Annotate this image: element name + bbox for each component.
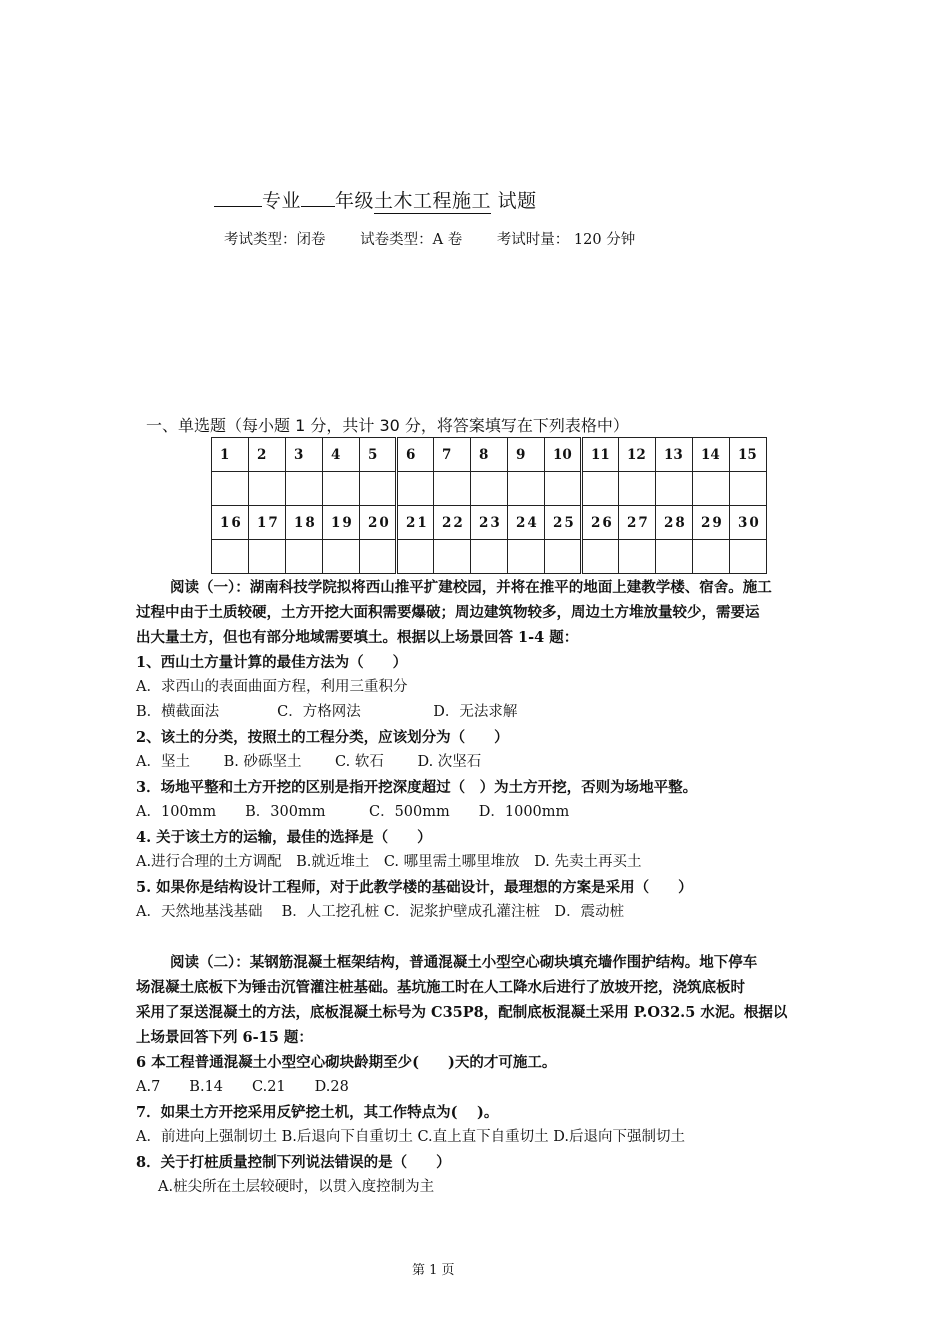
question-stem: 2、该土的分类，按照土的工程分类，应该划分为（ ） — [136, 729, 509, 746]
question-stem: 4. 关于该土方的运输，最佳的选择是（ ） — [136, 829, 432, 846]
reading-paragraph: 出大量土方，但也有部分地域需要填土。根据以上场景回答 1-4 题： — [136, 629, 579, 646]
answer-cell[interactable] — [212, 540, 249, 574]
question-number: 16 — [212, 506, 249, 540]
reading-paragraph: 过程中由于土质较硬，土方开挖大面积需要爆破；周边建筑物较多，周边土方堆放量较少，需要运 — [136, 604, 760, 621]
question-option: A.进行合理的土方调配 B.就近堆土 C. 哪里需土哪里堆放 D. 先卖土再买土 — [136, 854, 642, 870]
exam-duration: 考试时量： 120 分钟 — [496, 232, 636, 248]
answer-cell[interactable] — [471, 472, 508, 506]
question-number: 26 — [582, 506, 619, 540]
answer-cell[interactable] — [249, 540, 286, 574]
answer-blank-row — [212, 540, 767, 574]
question-number: 11 — [582, 438, 619, 472]
question-option: A．天然地基浅基础 B．人工挖孔桩 C．泥浆护壁成孔灌注桩 D．震动桩 — [136, 904, 625, 920]
question-number: 19 — [323, 506, 360, 540]
question-number: 21 — [397, 506, 434, 540]
answer-cell[interactable] — [508, 540, 545, 574]
answer-cell[interactable] — [434, 540, 471, 574]
question-option: A．坚土 B. 砂砾坚土 C. 软石 D. 次坚石 — [136, 754, 482, 770]
question-number: 12 — [619, 438, 656, 472]
question-number: 4 — [323, 438, 360, 472]
answer-cell[interactable] — [545, 472, 582, 506]
grade-blank — [301, 190, 335, 207]
question-number: 17 — [249, 506, 286, 540]
answer-table — [211, 437, 767, 574]
answer-cell[interactable] — [619, 472, 656, 506]
question-option: B．横截面法 C．方格网法 D．无法求解 — [136, 704, 518, 720]
question-number: 25 — [545, 506, 582, 540]
answer-cell[interactable] — [286, 472, 323, 506]
answer-cell[interactable] — [397, 472, 434, 506]
question-number: 30 — [730, 506, 767, 540]
exam-title — [214, 186, 537, 213]
exam-type: 考试类型：闭卷 — [224, 232, 326, 248]
answer-cell[interactable] — [730, 472, 767, 506]
question-stem: 6 本工程普通混凝土小型空心砌块龄期至少( )天的才可施工。 — [136, 1054, 557, 1071]
question-stem: 3．场地平整和土方开挖的区别是指开挖深度超过（ ）为土方开挖，否则为场地平整。 — [136, 779, 698, 796]
question-number: 6 — [397, 438, 434, 472]
answer-cell[interactable] — [397, 540, 434, 574]
answer-blank-row — [212, 472, 767, 506]
paper-type: 试卷类型：A 卷 — [360, 232, 463, 248]
question-number: 5 — [360, 438, 397, 472]
answer-cell[interactable] — [545, 540, 582, 574]
question-number: 15 — [730, 438, 767, 472]
answer-cell[interactable] — [582, 472, 619, 506]
question-stem: 7．如果土方开挖采用反铲挖土机，其工作特点为( )。 — [136, 1104, 499, 1121]
answer-cell[interactable] — [323, 472, 360, 506]
question-number: 10 — [545, 438, 582, 472]
reading-paragraph: 场混凝土底板下为锤击沉管灌注桩基础。基坑施工时在人工降水后进行了放坡开挖，浇筑底板时 — [136, 979, 745, 996]
question-number: 27 — [619, 506, 656, 540]
question-block-2 — [136, 950, 836, 1200]
answer-cell[interactable] — [656, 540, 693, 574]
answer-cell[interactable] — [212, 472, 249, 506]
question-number: 3 — [286, 438, 323, 472]
answer-cell[interactable] — [360, 540, 397, 574]
question-number: 14 — [693, 438, 730, 472]
answer-cell[interactable] — [286, 540, 323, 574]
question-stem: 8．关于打桩质量控制下列说法错误的是（ ） — [136, 1154, 451, 1171]
question-number: 23 — [471, 506, 508, 540]
question-number: 9 — [508, 438, 545, 472]
question-option: A．100mm B．300mm C．500mm D．1000mm — [136, 804, 570, 820]
reading-paragraph: 上场景回答下列 6-15 题： — [136, 1029, 313, 1046]
question-option: A．求西山的表面曲面方程，利用三重积分 — [136, 679, 408, 695]
answer-cell[interactable] — [730, 540, 767, 574]
reading-paragraph: 采用了泵送混凝土的方法，底板混凝土标号为 C35P8，配制底板混凝土采用 P.O32.5 水泥。根据以 — [136, 1004, 788, 1021]
major-label: 专业 — [262, 190, 302, 212]
question-option: A．前进向上强制切土 B.后退向下自重切土 C.直上直下自重切土 D.后退向下强制切土 — [136, 1129, 685, 1145]
answer-cell[interactable] — [434, 472, 471, 506]
page-number: 第 1 页 — [412, 1263, 455, 1278]
answer-cell[interactable] — [471, 540, 508, 574]
question-number: 22 — [434, 506, 471, 540]
question-number: 24 — [508, 506, 545, 540]
answer-cell[interactable] — [323, 540, 360, 574]
question-number: 8 — [471, 438, 508, 472]
major-blank — [214, 190, 262, 207]
answer-cell[interactable] — [693, 472, 730, 506]
answer-cell[interactable] — [249, 472, 286, 506]
question-block-1 — [136, 575, 836, 925]
answer-cell[interactable] — [582, 540, 619, 574]
reading-paragraph: 阅读（一）：湖南科技学院拟将西山推平扩建校园，并将在推平的地面上建教学楼、宿舍。施工 — [170, 579, 772, 596]
question-number: 7 — [434, 438, 471, 472]
section-heading: 一、单选题（每小题 1 分，共计 30 分，将答案填写在下列表格中） — [146, 416, 629, 435]
answer-header-row — [212, 506, 767, 540]
question-number: 28 — [656, 506, 693, 540]
answer-cell[interactable] — [693, 540, 730, 574]
answer-cell[interactable] — [619, 540, 656, 574]
question-number: 2 — [249, 438, 286, 472]
question-stem: 1、西山土方量计算的最佳方法为（ ） — [136, 654, 408, 671]
course-name: 土木工程施工 — [374, 190, 492, 212]
question-stem: 5. 如果你是结构设计工程师，对于此教学楼的基础设计，最理想的方案是采用（ ） — [136, 879, 693, 896]
question-number: 1 — [212, 438, 249, 472]
answer-header-row — [212, 438, 767, 472]
reading-paragraph: 阅读（二）：某钢筋混凝土框架结构，普通混凝土小型空心砌块填充墙作围护结构。地下停车 — [170, 954, 758, 971]
answer-cell[interactable] — [360, 472, 397, 506]
answer-cell[interactable] — [508, 472, 545, 506]
answer-cell[interactable] — [656, 472, 693, 506]
question-number: 13 — [656, 438, 693, 472]
question-number: 20 — [360, 506, 397, 540]
exam-suffix: 试题 — [497, 190, 537, 212]
question-option: A.桩尖所在土层较硬时，以贯入度控制为主 — [158, 1179, 435, 1195]
question-number: 18 — [286, 506, 323, 540]
question-number: 29 — [693, 506, 730, 540]
grade-label: 年级 — [335, 190, 375, 212]
question-option: A.7 B.14 C.21 D.28 — [136, 1079, 349, 1095]
exam-meta — [224, 228, 665, 249]
